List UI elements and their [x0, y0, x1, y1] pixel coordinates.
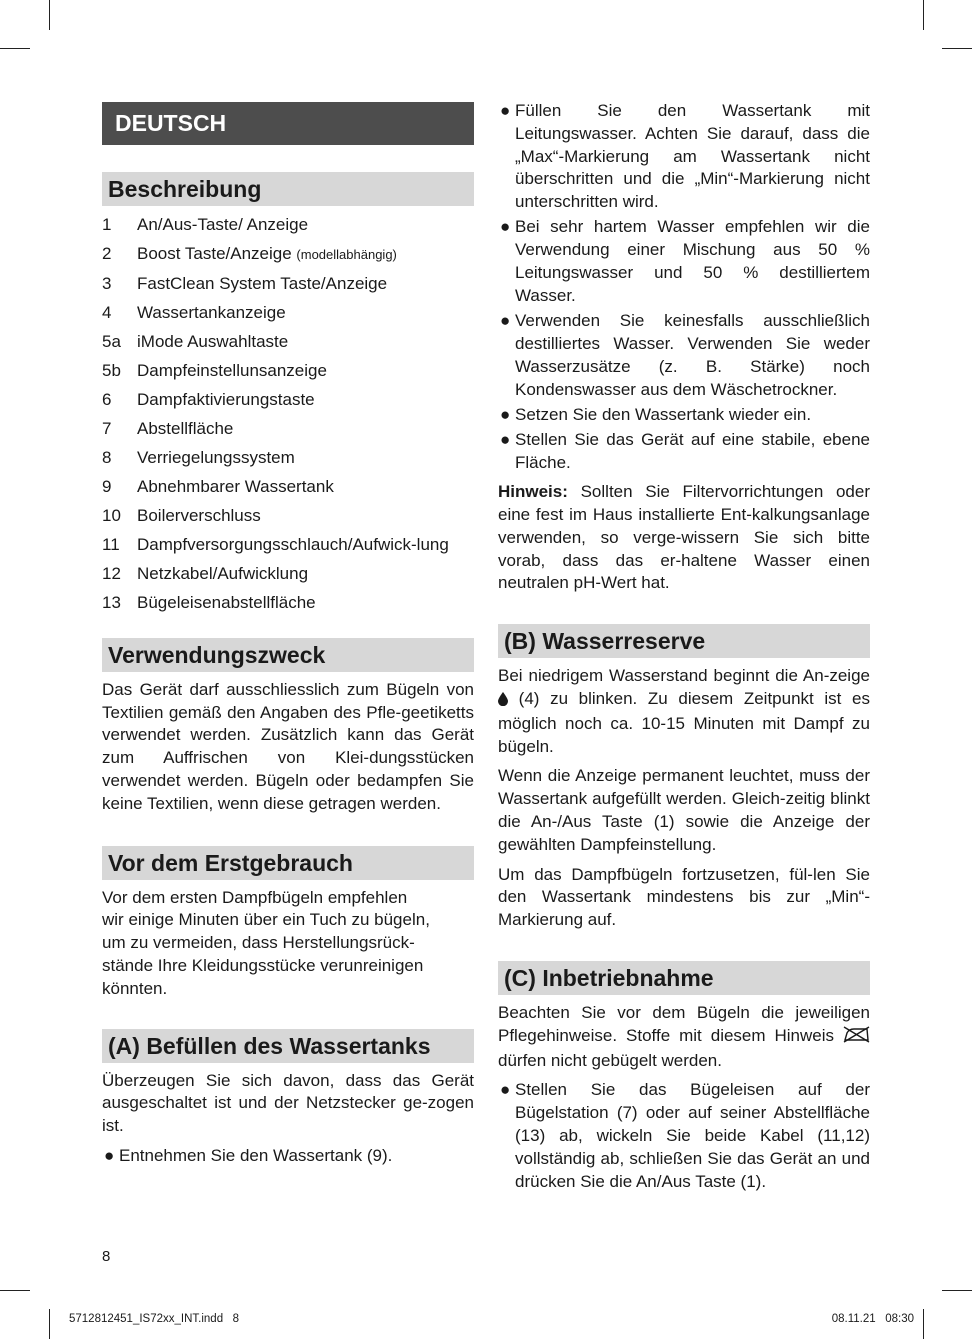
right-column	[498, 100, 870, 1196]
list-item: 5b Dampfeinstellunsanzeige	[102, 360, 327, 380]
list-item: ● Stellen Sie das Gerät auf eine stabile, ebene Fläche.	[500, 430, 870, 472]
list-item: ● Füllen Sie den Wassertank mit Leitungswasser. Achten Sie darauf, dass die „Max“-Markierung am Wassertank nicht überschritten und die „Min“-Markierung nicht unterschritten wird.	[500, 101, 870, 212]
paragraph-wasserreserve-2: Wenn die Anzeige permanent leuchtet, muss der Wassertank aufgefüllt werden. Gleich-zeitig blinkt die An-/Aus Taste (1) sowie die Anzeige der gewählten Dampfeinstellung.	[498, 766, 870, 854]
parts-list	[102, 214, 474, 615]
bullet-dot-icon: ●	[500, 404, 511, 424]
footer-filename: 5712812451_IS72xx_INT.indd 8	[69, 1313, 240, 1325]
list-item: ● Entnehmen Sie den Wassertank (9).	[102, 1145, 474, 1168]
page-number: 8	[102, 1248, 111, 1265]
bullet-dot-icon: ●	[500, 217, 511, 237]
list-item: 9 Abnehmbarer Wassertank	[102, 476, 334, 496]
list-item: 8 Verriegelungssystem	[102, 447, 295, 467]
list-item: 13 Bügeleisenabstellfläche	[102, 592, 316, 612]
hint-label: Hinweis:	[498, 482, 568, 502]
crop-mark	[923, 0, 924, 30]
crop-mark	[942, 48, 972, 49]
water-drop-icon	[498, 690, 508, 713]
list-item: ● Setzen Sie den Wassertank wieder ein.	[498, 404, 870, 427]
list-item: 11 Dampfversorgungsschlauch/Aufwick-lung	[102, 534, 449, 554]
paragraph-inbetriebnahme: Beachten Sie vor dem Bügeln die jeweiligen Pflegehinweise. Stoffe mit diesem Hinweis dürfen nicht gebügelt werden.	[498, 1003, 870, 1070]
section-title-beschreibung: Beschreibung	[102, 172, 474, 206]
list-item: 1 An/Aus-Taste/ Anzeige	[102, 215, 309, 234]
bullet-dot-icon: ●	[500, 1080, 511, 1100]
bullet-list-befuellen-cont	[498, 100, 870, 475]
no-ironing-icon	[843, 1026, 870, 1050]
footer-timestamp: 08.11.21 08:30	[831, 1313, 914, 1325]
bullet-list-befuellen	[102, 1145, 474, 1168]
paragraph-verwendungszweck: Das Gerät darf ausschliesslich zum Bügeln von Textilien gemäß den Angaben des Pfle-geetiketts verwendet werden. Zusätzlich kann das Gerät zum Auffrischen von Klei-dungsstücken verwendet werden. Bügeln oder bedampfen Sie keine Textilien, wenn diese getragen werden.	[102, 679, 474, 813]
paragraph-wasserreserve-1: Bei niedrigem Wasserstand beginnt die An-zeige (4) zu blinken. Zu diesem Zeitpunkt ist es möglich noch ca. 10-15 Minuten mit Dampf zu bügeln.	[498, 666, 870, 756]
crop-mark	[0, 48, 30, 49]
section-title-inbetriebnahme: (C) Inbetriebnahme	[498, 961, 870, 995]
list-item: ● Verwenden Sie keinesfalls ausschließlich destilliertes Wasser. Verwenden Sie weder Wasserzusätze (z. B. Stärke) noch Kondenswasser aus dem Wäschetrockner.	[500, 311, 870, 399]
list-item: ● Bei sehr hartem Wasser empfehlen wir die Verwendung einer Mischung aus 50 % Leitungswasser und 50 % destilliertem Wasser.	[500, 217, 870, 305]
bullet-list-inbetriebnahme	[498, 1079, 870, 1193]
list-item: 10 Boilerverschluss	[102, 505, 261, 525]
section-title-befuellen: (A) Befüllen des Wassertanks	[102, 1029, 474, 1063]
list-item: ● Stellen Sie das Bügeleisen auf der Bügelstation (7) oder auf seiner Abstellfläche (13) ab, wickeln Sie beide Kabel (11,12) vollständig ab, schließen Sie das Gerät an und drücken Sie die An/Aus Taste (1).	[500, 1080, 870, 1191]
section-title-verwendungszweck: Verwendungszweck	[102, 638, 474, 672]
paragraph-wasserreserve-3: Um das Dampfbügeln fortzusetzen, fül-len Sie den Wassertank mindestens bis zur „Min“-Markierung auf.	[498, 864, 870, 930]
list-item: 7 Abstellfläche	[102, 418, 234, 438]
crop-mark	[49, 1309, 50, 1339]
list-item: 2 Boost Taste/Anzeige (modellabhängig)	[102, 243, 397, 263]
bullet-dot-icon: ●	[104, 1145, 115, 1165]
bullet-dot-icon: ●	[500, 311, 511, 331]
section-title-wasserreserve: (B) Wasserreserve	[498, 624, 870, 658]
list-item: 12 Netzkabel/Aufwicklung	[102, 563, 309, 583]
list-item: 3 FastClean System Taste/Anzeige	[102, 273, 388, 293]
crop-mark	[0, 1290, 30, 1291]
paragraph-erstgebrauch: Vor dem ersten Dampfbügeln empfehlen wir einige Minuten über ein Tuch zu bügeln, um zu vermeiden, dass Herstellungsrück- stände Ihre Kleidungsstücke verunreinigen könnten.	[102, 887, 430, 998]
list-item: 5a iMode Auswahltaste	[102, 331, 289, 351]
left-column	[102, 100, 474, 1170]
list-item: 4 Wassertankanzeige	[102, 302, 286, 322]
crop-mark	[923, 1309, 924, 1339]
section-title-erstgebrauch: Vor dem Erstgebrauch	[102, 846, 474, 880]
bullet-dot-icon: ●	[500, 101, 511, 120]
crop-mark	[942, 1290, 972, 1291]
bullet-dot-icon: ●	[500, 430, 511, 450]
hint-paragraph: Hinweis: Sollten Sie Filtervorrichtungen oder eine fest im Haus installierte Ent-kalkungsanlage verwenden, so verge-wissern Sie sich bitte vorab, dass das er-haltene Wasser einen neutralen pH-Wert hat.	[498, 482, 870, 593]
paragraph-befuellen-intro: Überzeugen Sie sich davon, dass das Gerät ausgeschaltet ist und der Netzstecker ge-zogen ist.	[102, 1070, 474, 1136]
crop-mark	[49, 0, 50, 30]
list-item: 6 Dampfaktivierungstaste	[102, 389, 315, 409]
language-banner: DEUTSCH	[102, 102, 474, 145]
